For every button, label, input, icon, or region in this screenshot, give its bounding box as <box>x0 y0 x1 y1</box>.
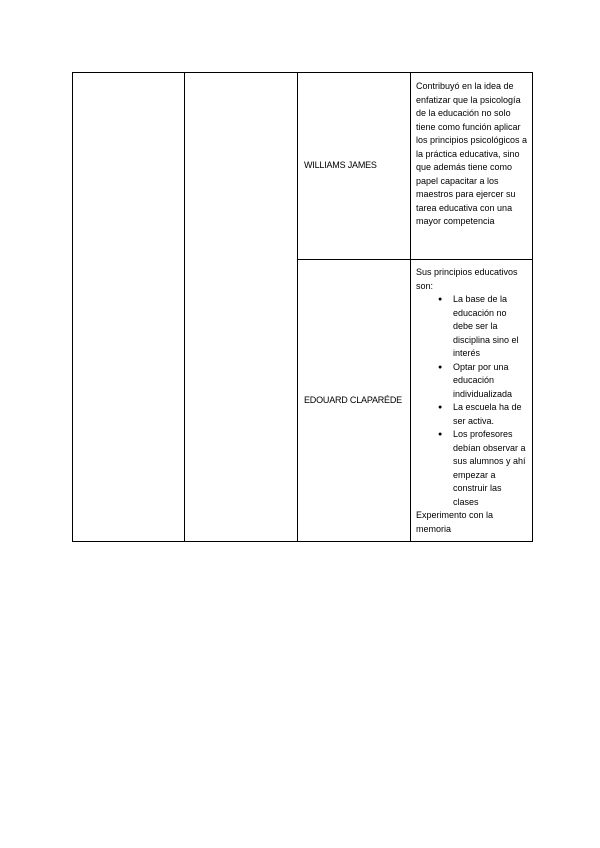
principles-intro: Sus principios educativos son: <box>416 267 518 291</box>
author-cell-claparede <box>298 260 411 542</box>
table-row <box>73 73 533 260</box>
description-text: Contribuyó en la idea de enfatizar que la psicología de la educación no solo tiene como función aplicar los principios psicológicos a la práctica educativa, sino que además tiene como papel capacitar a los maestros para ejercer su tarea educativa con una mayor competencia <box>416 81 528 226</box>
principles-list <box>416 293 528 509</box>
description-cell-claparede <box>411 260 533 542</box>
bullet-icon: ● <box>438 363 443 371</box>
principle-text: La base de la educación no debe ser la disciplina sino el interés <box>453 294 519 358</box>
author-name: EDOUARD CLAPARÉDE <box>304 394 402 405</box>
bullet-icon: ● <box>438 404 443 411</box>
closing-text: Experimento con la memoria <box>416 510 494 534</box>
list-item <box>438 361 528 402</box>
principle-text: Los profesores debían observar a sus alumnos y ahí empezar a construir las clases <box>453 429 526 507</box>
bullet-icon: ● <box>438 296 443 303</box>
author-cell-william-james <box>298 73 411 260</box>
list-item <box>438 401 528 428</box>
principle-text: La escuela ha de ser activa. <box>453 402 522 426</box>
bullet-icon: ● <box>438 431 443 438</box>
authors-table <box>72 72 533 542</box>
author-name: WILLIAMS JAMES <box>304 160 377 171</box>
list-item <box>438 428 528 509</box>
principle-text: Optar por una educación individualizada <box>453 361 513 399</box>
empty-cell-2 <box>185 73 298 542</box>
list-item <box>438 293 528 361</box>
description-cell-william-james <box>411 73 533 260</box>
empty-cell-1 <box>73 73 185 542</box>
